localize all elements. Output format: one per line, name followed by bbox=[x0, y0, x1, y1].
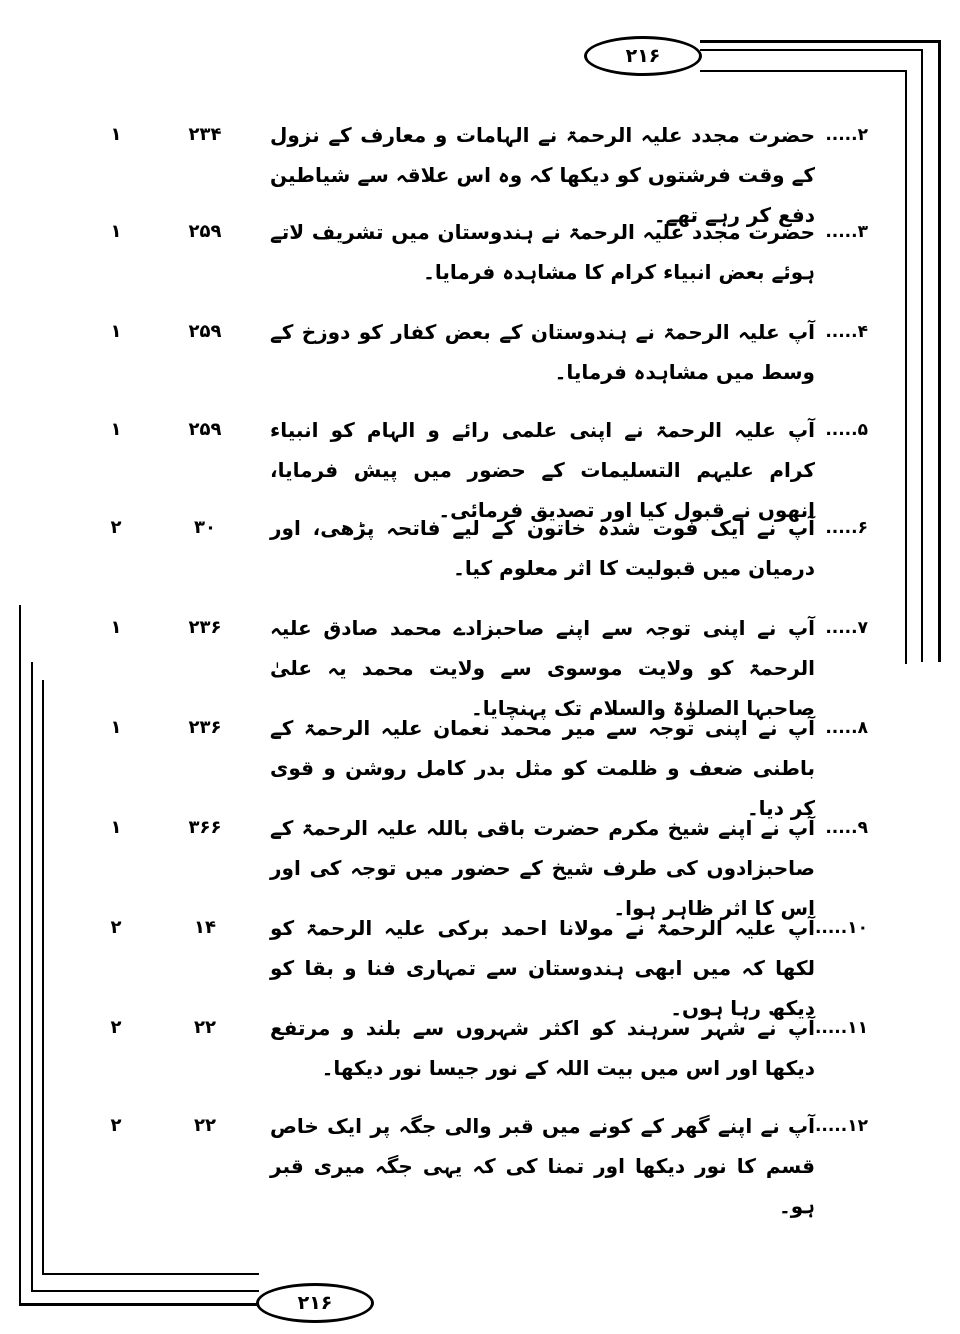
entry-volume: ۱ bbox=[110, 617, 122, 638]
entry-volume: ۲ bbox=[110, 917, 122, 938]
entry-text: حضرت مجدد علیہ الرحمۃ نے ہندوستان میں تشریف لاتے ہوئے بعض انبیاء کرام کا مشاہدہ فرمایا۔ bbox=[270, 220, 815, 284]
entry-page: ۲۵۹ bbox=[188, 321, 222, 342]
list-item bbox=[0, 708, 960, 820]
entry-volume: ۲ bbox=[110, 1017, 122, 1038]
entry-text: آپ نے اپنے گھر کے کونے میں قبر والی جگہ پر ایک خاص قسم کا نور دیکھا اور تمنا کی کہ یہی جگہ میری قبر ہو۔ bbox=[270, 1114, 815, 1218]
entry-volume: ۲ bbox=[110, 517, 122, 538]
list-item bbox=[0, 1008, 960, 1106]
entry-number: ۵..... bbox=[825, 420, 868, 440]
frame-line-top-outer bbox=[700, 40, 940, 43]
entry-text: آپ نے اپنے شیخ مکرم حضرت باقی باللہ علیہ الرحمۃ کے صاحبزادوں کی طرف شیخ کے حضور میں توجہ کی اور اس کا اثر ظاہر ہوا۔ bbox=[270, 816, 815, 920]
list-item bbox=[0, 808, 960, 920]
list-item bbox=[0, 1106, 960, 1218]
entry-text: آپ نے اپنی توجہ سے اپنے صاحبزادے محمد صادق علیہ الرحمۃ کو ولایت موسوی سے ولایت محمد یہ علیٰ صاحبہا الصلوٰۃ والسلام تک پہنچایا۔ bbox=[270, 616, 815, 720]
list-item bbox=[0, 410, 960, 522]
entry-number: ۱۰..... bbox=[814, 918, 868, 938]
entry-number: ۶..... bbox=[825, 518, 868, 538]
entry-page: ۲۲ bbox=[194, 1017, 216, 1038]
entry-page: ۲۲ bbox=[194, 1115, 216, 1136]
page-number-top: ۲۱۶ bbox=[584, 36, 702, 76]
entry-text: آپ علیہ الرحمۃ نے مولانا احمد برکی علیہ الرحمۃ کو لکھا کہ میں ابھی ہندوستان سے تمہاری فنا و بقا کو دیکھ رہا ہوں۔ bbox=[270, 916, 815, 1020]
entry-text: آپ علیہ الرحمۃ نے ہندوستان کے بعض کفار کو دوزخ کے وسط میں مشاہدہ فرمایا۔ bbox=[270, 320, 815, 384]
entry-page: ۲۵۹ bbox=[188, 221, 222, 242]
entry-number: ۱۱..... bbox=[814, 1018, 868, 1038]
entry-volume: ۲ bbox=[110, 1115, 122, 1136]
entry-volume: ۱ bbox=[110, 321, 122, 342]
entry-text: آپ نے اپنی توجہ سے میر محمد نعمان علیہ الرحمۃ کے باطنی ضعف و ظلمت کو مثل بدر کامل روشن و قوی کر دیا۔ bbox=[270, 716, 815, 820]
entry-page: ۱۴ bbox=[194, 917, 216, 938]
entry-number: ۴..... bbox=[825, 322, 868, 342]
entry-text: آپ نے شہر سرہند کو اکثر شہروں سے بلند و مرتفع دیکھا اور اس میں بیت اللہ کے نور جیسا نور دیکھا۔ bbox=[270, 1016, 815, 1080]
entry-number: ۹..... bbox=[825, 818, 868, 838]
entry-number: ۳..... bbox=[825, 222, 868, 242]
entry-volume: ۱ bbox=[110, 817, 122, 838]
list-item bbox=[0, 908, 960, 1020]
frame-line-top-inner bbox=[700, 70, 905, 72]
entry-text: آپ نے ایک فوت شدہ خاتون کے لیے فاتحہ پڑھی، اور درمیان میں قبولیت کا اثر معلوم کیا۔ bbox=[270, 516, 815, 580]
frame-line-top-mid bbox=[700, 49, 922, 51]
frame-line-bottom-inner bbox=[42, 1273, 259, 1275]
entry-page: ۳۰ bbox=[194, 517, 216, 538]
entry-page: ۲۳۶ bbox=[188, 717, 222, 738]
entry-text: آپ علیہ الرحمۃ نے اپنی علمی رائے و الہام کو انبیاء کرام علیہم التسلیمات کے حضور میں پیش فرمایا، انھوں نے قبول کیا اور تصدیق فرمائی۔ bbox=[270, 418, 815, 522]
entry-page: ۲۵۹ bbox=[188, 419, 222, 440]
entry-text: حضرت مجدد علیہ الرحمۃ نے الہامات و معارف کے نزول کے وقت فرشتوں کو دیکھا کہ وہ اس علاقہ سے شیاطین دفع کر رہے تھے۔ bbox=[270, 123, 815, 227]
frame-line-bottom-mid bbox=[31, 1290, 259, 1292]
list-item bbox=[0, 608, 960, 720]
list-item bbox=[0, 115, 960, 227]
entry-volume: ۱ bbox=[110, 717, 122, 738]
list-item bbox=[0, 212, 960, 310]
list-item bbox=[0, 508, 960, 606]
frame-line-bottom-outer bbox=[19, 1303, 259, 1306]
entry-page: ۲۳۴ bbox=[188, 124, 222, 145]
entry-page: ۳۶۶ bbox=[188, 817, 222, 838]
entry-volume: ۱ bbox=[110, 419, 122, 440]
list-item bbox=[0, 312, 960, 410]
entry-number: ۸..... bbox=[825, 718, 868, 738]
entry-number: ۲..... bbox=[825, 125, 868, 145]
entry-number: ۷..... bbox=[825, 618, 868, 638]
entry-volume: ۱ bbox=[110, 124, 122, 145]
entry-volume: ۱ bbox=[110, 221, 122, 242]
page-number-bottom: ۲۱۶ bbox=[256, 1283, 374, 1323]
entry-number: ۱۲..... bbox=[814, 1116, 868, 1136]
entry-page: ۲۳۶ bbox=[188, 617, 222, 638]
